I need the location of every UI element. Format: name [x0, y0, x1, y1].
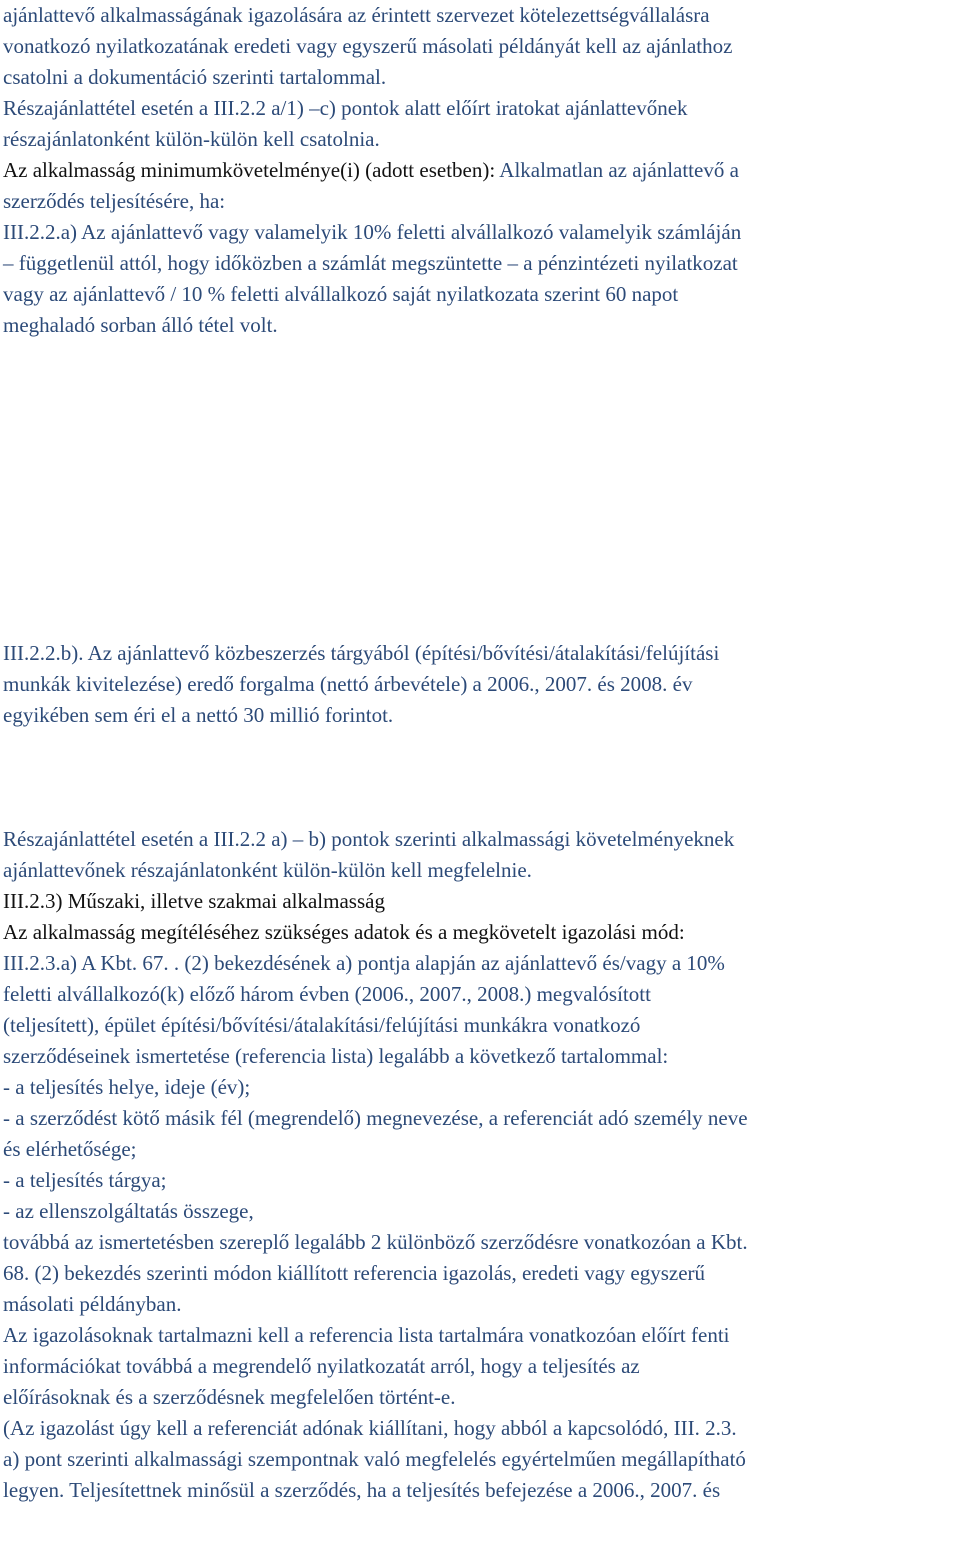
paragraph-partial-bid-documents	[3, 93, 960, 155]
text-line: továbbá az ismertetésben szereplő legalább 2 különböző szerződésre vonatkozóan a Kbt.	[3, 1230, 748, 1254]
text-line: Az igazolásoknak tartalmazni kell a referencia lista tartalmára vonatkozóan előírt fenti	[3, 1323, 730, 1347]
text-line: (Az igazolást úgy kell a referenciát adónak kiállítani, hogy abból a kapcsolódó, III. 2.3.	[3, 1416, 737, 1440]
text-line: csatolni a dokumentáció szerinti tartalommal.	[3, 65, 387, 89]
text-line: előírásoknak és a szerződésnek megfelelően történt-e.	[3, 1385, 456, 1409]
minimum-requirements-label: Az alkalmasság minimumkövetelménye(i) (adott esetben):	[3, 158, 496, 182]
list-item: - a teljesítés tárgya;	[3, 1168, 167, 1192]
text-line: szerződéseinek ismertetése (referencia lista) legalább a következő tartalommal:	[3, 1044, 669, 1068]
list-item: - az ellenszolgáltatás összege,	[3, 1199, 254, 1223]
text-line: feletti alvállalkozó(k) előző három évben (2006., 2007., 2008.) megvalósított	[3, 982, 651, 1006]
paragraph-certificate-issuance	[3, 1413, 960, 1506]
text-line	[3, 155, 960, 186]
text-line: egyikében sem éri el a nettó 30 millió forintot.	[3, 703, 394, 727]
text-line: III.2.2.b). Az ajánlattevő közbeszerzés tárgyából (építési/bővítési/átalakítási/felújítási	[3, 641, 720, 665]
text-line: – függetlenül attól, hogy időközben a számlát megszüntette – a pénzintézeti nyilatkozat	[3, 251, 738, 275]
technical-capacity-heading: III.2.3) Műszaki, illetve szakmai alkalmasság	[3, 889, 385, 913]
text-line: a) pont szerinti alkalmassági szempontnak való megfelelés egyértelműen megállapítható	[3, 1447, 746, 1471]
text-line: másolati példányban.	[3, 1292, 182, 1316]
text-line: Részajánlattétel esetén a III.2.2 a) – b) pontok szerinti alkalmassági követelményeknek	[3, 827, 735, 851]
text-line: vagy az ajánlattevő / 10 % feletti alvállalkozó saját nyilatkozata szerint 60 napot	[3, 282, 679, 306]
text-line: vonatkozó nyilatkozatának eredeti vagy egyszerű másolati példányát kell az ajánlathoz	[3, 34, 733, 58]
text-line: legyen. Teljesítettnek minősül a szerződés, ha a teljesítés befejezése a 2006., 2007. és	[3, 1478, 721, 1502]
text-line: meghaladó sorban álló tétel volt.	[3, 313, 278, 337]
paragraph-partial-bid-requirements	[3, 824, 960, 886]
blank-space	[3, 341, 960, 638]
text-line: 68. (2) bekezdés szerinti módon kiállított referencia igazolás, eredeti vagy egyszerű	[3, 1261, 706, 1285]
paragraph-certificates	[3, 1320, 960, 1413]
text-line: III.2.2.a) Az ajánlattevő vagy valamelyik 10% feletti alvállalkozó valamelyik számláján	[3, 220, 742, 244]
text-line: III.2.3.a) A Kbt. 67. . (2) bekezdésének a) pontja alapján az ajánlattevő és/vagy a 10%	[3, 951, 725, 975]
assessment-data-heading: Az alkalmasság megítéléséhez szükséges adatok és a megkövetelt igazolási mód:	[3, 920, 685, 944]
list-item: - a szerződést kötő másik fél (megrendelő) megnevezése, a referenciát adó személy neve	[3, 1106, 748, 1130]
paragraph-criterion-a	[3, 217, 960, 341]
list-item-continuation: és elérhetősége;	[3, 1137, 137, 1161]
paragraph-criterion-b	[3, 638, 960, 731]
section-heading	[3, 886, 960, 948]
text-line: részajánlatonként külön-külön kell csatolnia.	[3, 127, 380, 151]
paragraph-eligibility-declaration	[3, 0, 960, 93]
text-line: ajánlattevőnek részajánlatonként külön-külön kell megfelelnie.	[3, 858, 532, 882]
text-line: Részajánlattétel esetén a III.2.2 a/1) –c) pontok alatt előírt iratokat ajánlattevőnek	[3, 96, 688, 120]
text-line: szerződés teljesítésére, ha:	[3, 189, 226, 213]
minimum-requirements-text: Alkalmatlan az ajánlattevő a	[495, 158, 739, 182]
list-item: - a teljesítés helye, ideje (év);	[3, 1075, 251, 1099]
text-line: (teljesített), épület építési/bővítési/átalakítási/felújítási munkákra vonatkozó	[3, 1013, 641, 1037]
paragraph-minimum-requirements	[3, 155, 960, 217]
text-line: munkák kivitelezése) eredő forgalma (nettó árbevétele) a 2006., 2007. és 2008. év	[3, 672, 693, 696]
document-page	[3, 0, 960, 1506]
text-line: ajánlattevő alkalmasságának igazolására az érintett szervezet kötelezettségvállalásra	[3, 3, 710, 27]
blank-space	[3, 731, 960, 824]
paragraph-reference-list	[3, 948, 960, 1320]
text-line: információkat továbbá a megrendelő nyilatkozatát arról, hogy a teljesítés az	[3, 1354, 640, 1378]
